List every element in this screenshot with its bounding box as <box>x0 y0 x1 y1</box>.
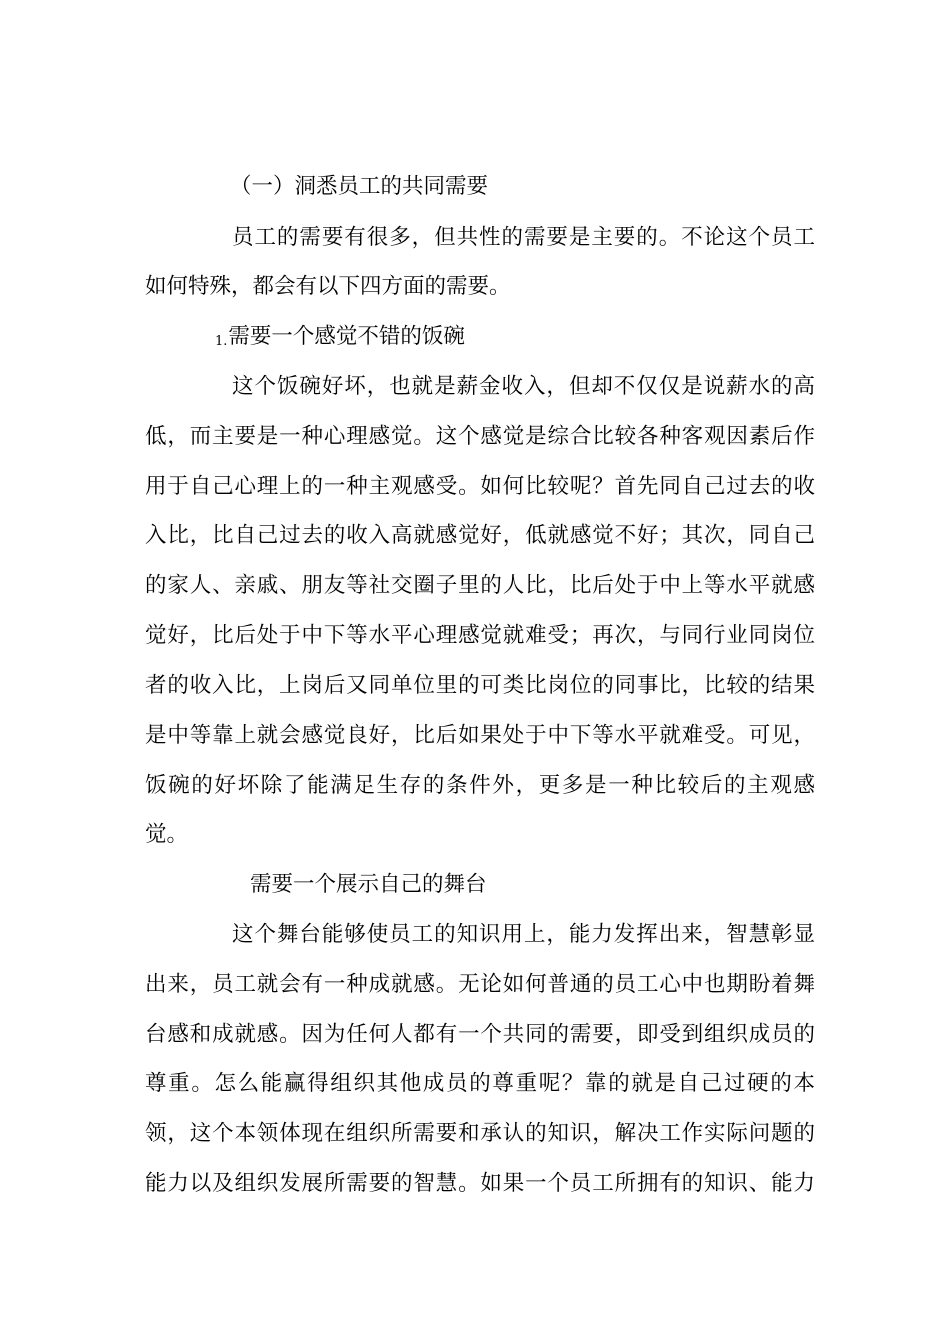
intro-line-2: 如何特殊，都会有以下四方面的需要。 <box>145 274 511 299</box>
item2-line-3: 台感和成就感。因为任何人都有一个共同的需要，即受到组织成员的 <box>145 1022 815 1047</box>
item1-line-9: 饭碗的好坏除了能满足生存的条件外，更多是一种比较后的主观感 <box>145 773 815 798</box>
intro-line-1: 员工的需要有很多，但共性的需要是主要的。不论这个员工 <box>232 225 815 250</box>
item1-line-10: 觉。 <box>145 822 189 847</box>
item2-line-6: 能力以及组织发展所需要的智慧。如果一个员工所拥有的知识、能力 <box>145 1171 815 1196</box>
item1-line-8: 是中等靠上就会感觉良好，比后如果处于中下等水平就难受。可见， <box>145 723 815 748</box>
item2-line-1: 这个舞台能够使员工的知识用上，能力发挥出来，智慧彰显 <box>232 922 815 947</box>
item1-title: 需要一个感觉不错的饭碗 <box>228 324 465 349</box>
item1-heading <box>215 322 775 352</box>
item1-line-4: 入比，比自己过去的收入高就感觉好，低就感觉不好；其次，同自己 <box>145 523 815 548</box>
item1-line-3: 用于自己心理上的一种主观感受。如何比较呢？首先同自己过去的收 <box>145 474 815 499</box>
section-heading: （一）洞悉员工的共同需要 <box>230 174 489 199</box>
item1-number: 1. <box>215 334 228 349</box>
item1-line-1: 这个饭碗好坏，也就是薪金收入，但却不仅仅是说薪水的高 <box>232 374 815 399</box>
item1-line-2: 低，而主要是一种心理感觉。这个感觉是综合比较各种客观因素后作 <box>145 424 815 449</box>
item2-line-4: 尊重。怎么能赢得组织其他成员的尊重呢？靠的就是自己过硬的本 <box>145 1071 815 1096</box>
item2-line-2: 出来，员工就会有一种成就感。无论如何普通的员工心中也期盼着舞 <box>145 972 815 997</box>
item1-line-7: 者的收入比，上岗后又同单位里的可类比岗位的同事比，比较的结果 <box>145 673 815 698</box>
item2-title: 需要一个展示自己的舞台 <box>250 872 487 897</box>
item1-line-6: 觉好，比后处于中下等水平心理感觉就难受；再次，与同行业同岗位 <box>145 623 815 648</box>
item2-line-5: 领，这个本领体现在组织所需要和承认的知识，解决工作实际问题的 <box>145 1121 815 1146</box>
item1-line-5: 的家人、亲戚、朋友等社交圈子里的人比，比后处于中上等水平就感 <box>145 573 815 598</box>
